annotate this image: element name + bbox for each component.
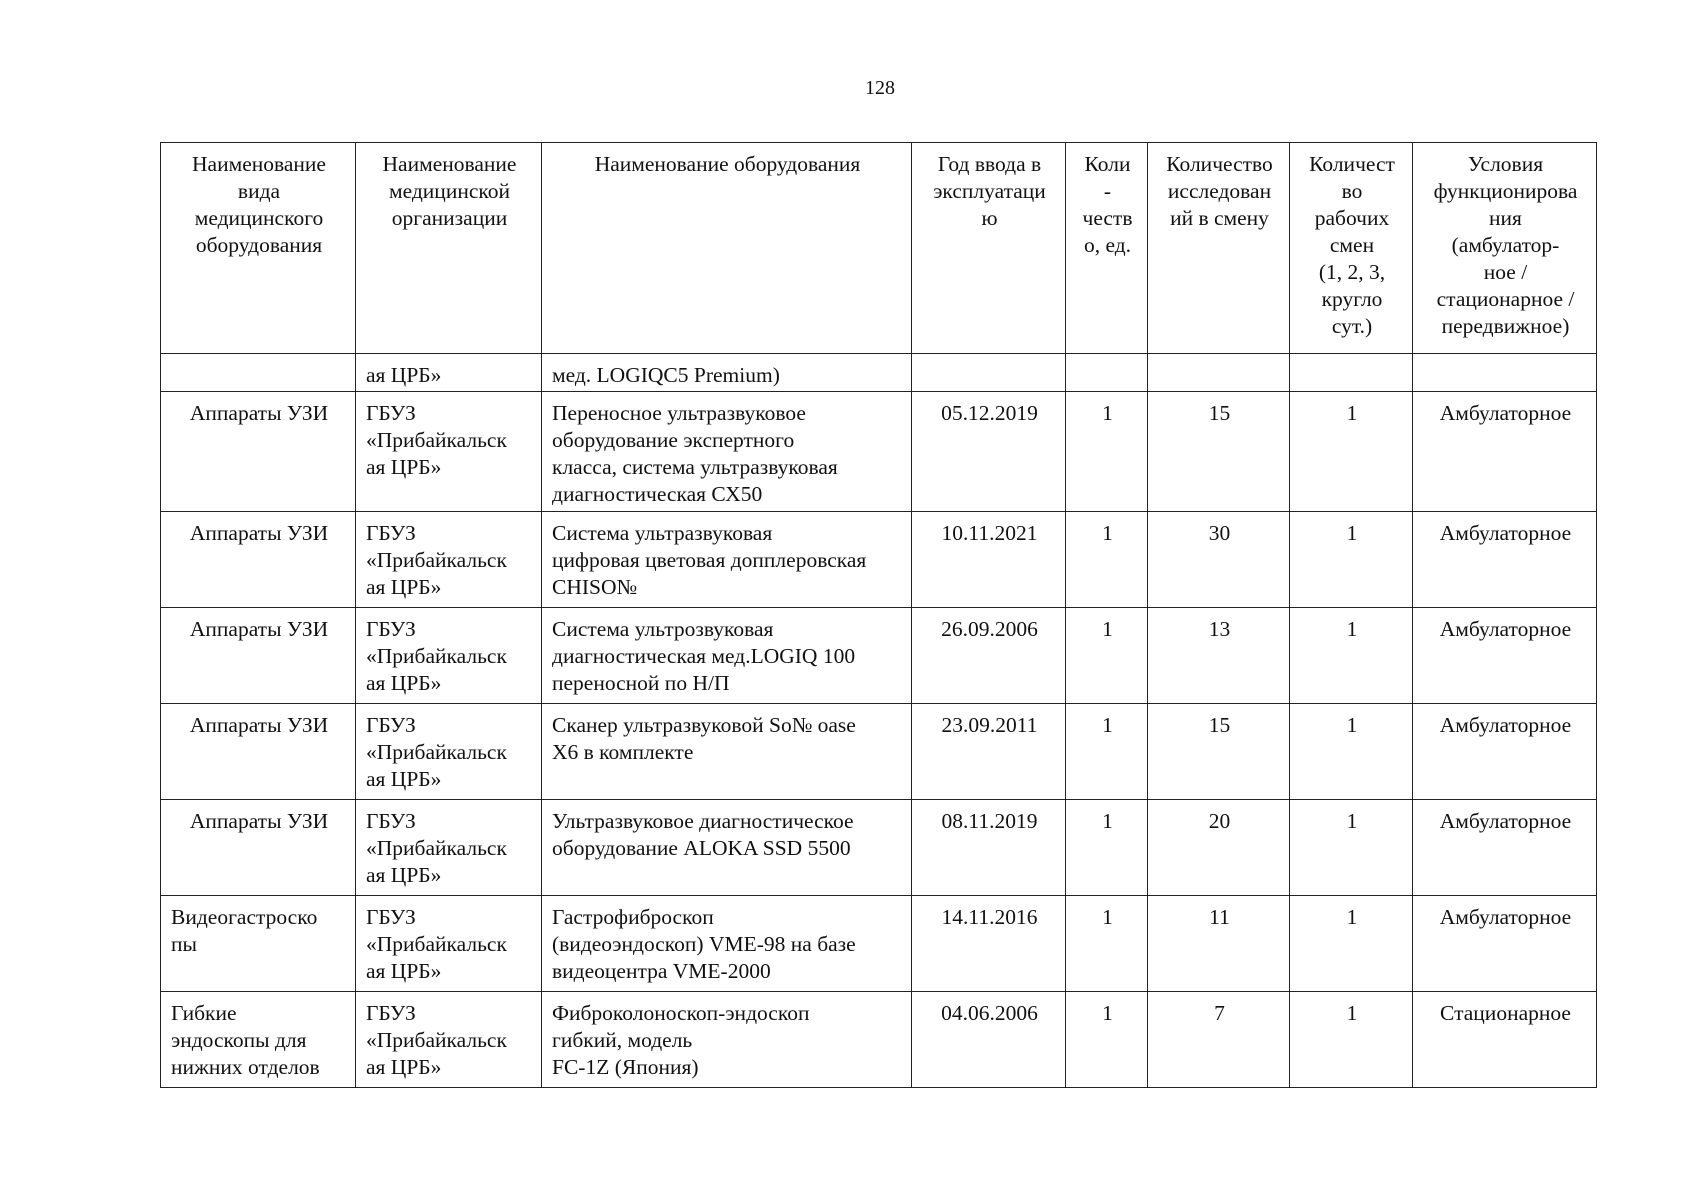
cell-studies: 15 <box>1148 392 1290 512</box>
cell-equipment: Гастрофиброскоп (видеоэндоскоп) VME-98 на базе видеоцентра VME-2000 <box>542 896 912 992</box>
cell <box>161 354 356 392</box>
table-row <box>161 608 1597 704</box>
cell-qty: 1 <box>1066 392 1148 512</box>
cell-year: 23.09.2011 <box>912 704 1066 800</box>
cell <box>1290 354 1413 392</box>
cell-shifts: 1 <box>1290 704 1413 800</box>
header-equipment-name: Наименование оборудования <box>542 143 912 354</box>
table-row <box>161 992 1597 1088</box>
cell-studies: 30 <box>1148 512 1290 608</box>
page-number: 128 <box>865 77 895 99</box>
cell-type: Аппараты УЗИ <box>161 392 356 512</box>
header-shifts: Количест во рабочих смен (1, 2, 3, кругло сут.) <box>1290 143 1413 354</box>
cell-org: ГБУЗ «Прибайкальск ая ЦРБ» <box>356 392 542 512</box>
cell-org: ГБУЗ «Прибайкальск ая ЦРБ» <box>356 704 542 800</box>
cell <box>1413 354 1597 392</box>
cell-studies: 7 <box>1148 992 1290 1088</box>
cell-equipment: Система ультрозвуковая диагностическая мед.LOGIQ 100 переносной по Н/П <box>542 608 912 704</box>
cell-shifts: 1 <box>1290 608 1413 704</box>
cell-type: Аппараты УЗИ <box>161 512 356 608</box>
header-studies: Количество исследован ий в смену <box>1148 143 1290 354</box>
cell-type: Аппараты УЗИ <box>161 608 356 704</box>
cell-qty: 1 <box>1066 800 1148 896</box>
cell-equipment: Сканер ультразвуковой So№ oase X6 в комплекте <box>542 704 912 800</box>
continuation-row <box>161 354 1597 392</box>
cell-type: Аппараты УЗИ <box>161 704 356 800</box>
cell-equipment: мед. LOGIQC5 Premium) <box>542 354 912 392</box>
cell-shifts: 1 <box>1290 992 1413 1088</box>
cell-shifts: 1 <box>1290 896 1413 992</box>
cell-year: 26.09.2006 <box>912 608 1066 704</box>
cell-equipment: Ультразвуковое диагностическое оборудование ALOKA SSD 5500 <box>542 800 912 896</box>
table-row <box>161 800 1597 896</box>
cell-org: ГБУЗ «Прибайкальск ая ЦРБ» <box>356 800 542 896</box>
cell-year: 04.06.2006 <box>912 992 1066 1088</box>
cell-year: 08.11.2019 <box>912 800 1066 896</box>
cell <box>1148 354 1290 392</box>
table-row <box>161 392 1597 512</box>
cell-org: ГБУЗ «Прибайкальск ая ЦРБ» <box>356 608 542 704</box>
cell-conditions: Амбулаторное <box>1413 608 1597 704</box>
cell-studies: 11 <box>1148 896 1290 992</box>
cell-qty: 1 <box>1066 896 1148 992</box>
header-quantity: Коли - честв о, ед. <box>1066 143 1148 354</box>
cell-shifts: 1 <box>1290 512 1413 608</box>
cell-qty: 1 <box>1066 512 1148 608</box>
cell-type: Видеогастроско пы <box>161 896 356 992</box>
header-equipment-type: Наименование вида медицинского оборудования <box>161 143 356 354</box>
equipment-table <box>160 142 1597 1088</box>
cell-conditions: Амбулаторное <box>1413 896 1597 992</box>
table-row <box>161 512 1597 608</box>
cell-conditions: Амбулаторное <box>1413 512 1597 608</box>
table-header-row <box>161 143 1597 354</box>
cell-equipment: Переносное ультразвуковое оборудование экспертного класса, система ультразвуковая диагностическая СХ50 <box>542 392 912 512</box>
cell-qty: 1 <box>1066 608 1148 704</box>
cell-studies: 15 <box>1148 704 1290 800</box>
cell-org: ая ЦРБ» <box>356 354 542 392</box>
cell-qty: 1 <box>1066 992 1148 1088</box>
cell-studies: 13 <box>1148 608 1290 704</box>
cell-conditions: Стационарное <box>1413 992 1597 1088</box>
header-year: Год ввода в эксплуатаци ю <box>912 143 1066 354</box>
cell-studies: 20 <box>1148 800 1290 896</box>
cell-org: ГБУЗ «Прибайкальск ая ЦРБ» <box>356 992 542 1088</box>
cell-qty: 1 <box>1066 704 1148 800</box>
cell <box>1066 354 1148 392</box>
cell-shifts: 1 <box>1290 392 1413 512</box>
cell-conditions: Амбулаторное <box>1413 704 1597 800</box>
cell-year: 10.11.2021 <box>912 512 1066 608</box>
cell-shifts: 1 <box>1290 800 1413 896</box>
table-row <box>161 896 1597 992</box>
cell-type: Гибкие эндоскопы для нижних отделов <box>161 992 356 1088</box>
cell <box>912 354 1066 392</box>
cell-year: 14.11.2016 <box>912 896 1066 992</box>
cell-year: 05.12.2019 <box>912 392 1066 512</box>
cell-conditions: Амбулаторное <box>1413 392 1597 512</box>
header-organization: Наименование медицинской организации <box>356 143 542 354</box>
cell-type: Аппараты УЗИ <box>161 800 356 896</box>
cell-equipment: Система ультразвуковая цифровая цветовая допплеровская CHISO№ <box>542 512 912 608</box>
table-row <box>161 704 1597 800</box>
header-conditions: Условия функционирова ния (амбулатор- ное / стационарное / передвижное) <box>1413 143 1597 354</box>
cell-org: ГБУЗ «Прибайкальск ая ЦРБ» <box>356 512 542 608</box>
cell-equipment: Фиброколоноскоп-эндоскоп гибкий, модель FC-1Z (Япония) <box>542 992 912 1088</box>
cell-org: ГБУЗ «Прибайкальск ая ЦРБ» <box>356 896 542 992</box>
cell-conditions: Амбулаторное <box>1413 800 1597 896</box>
